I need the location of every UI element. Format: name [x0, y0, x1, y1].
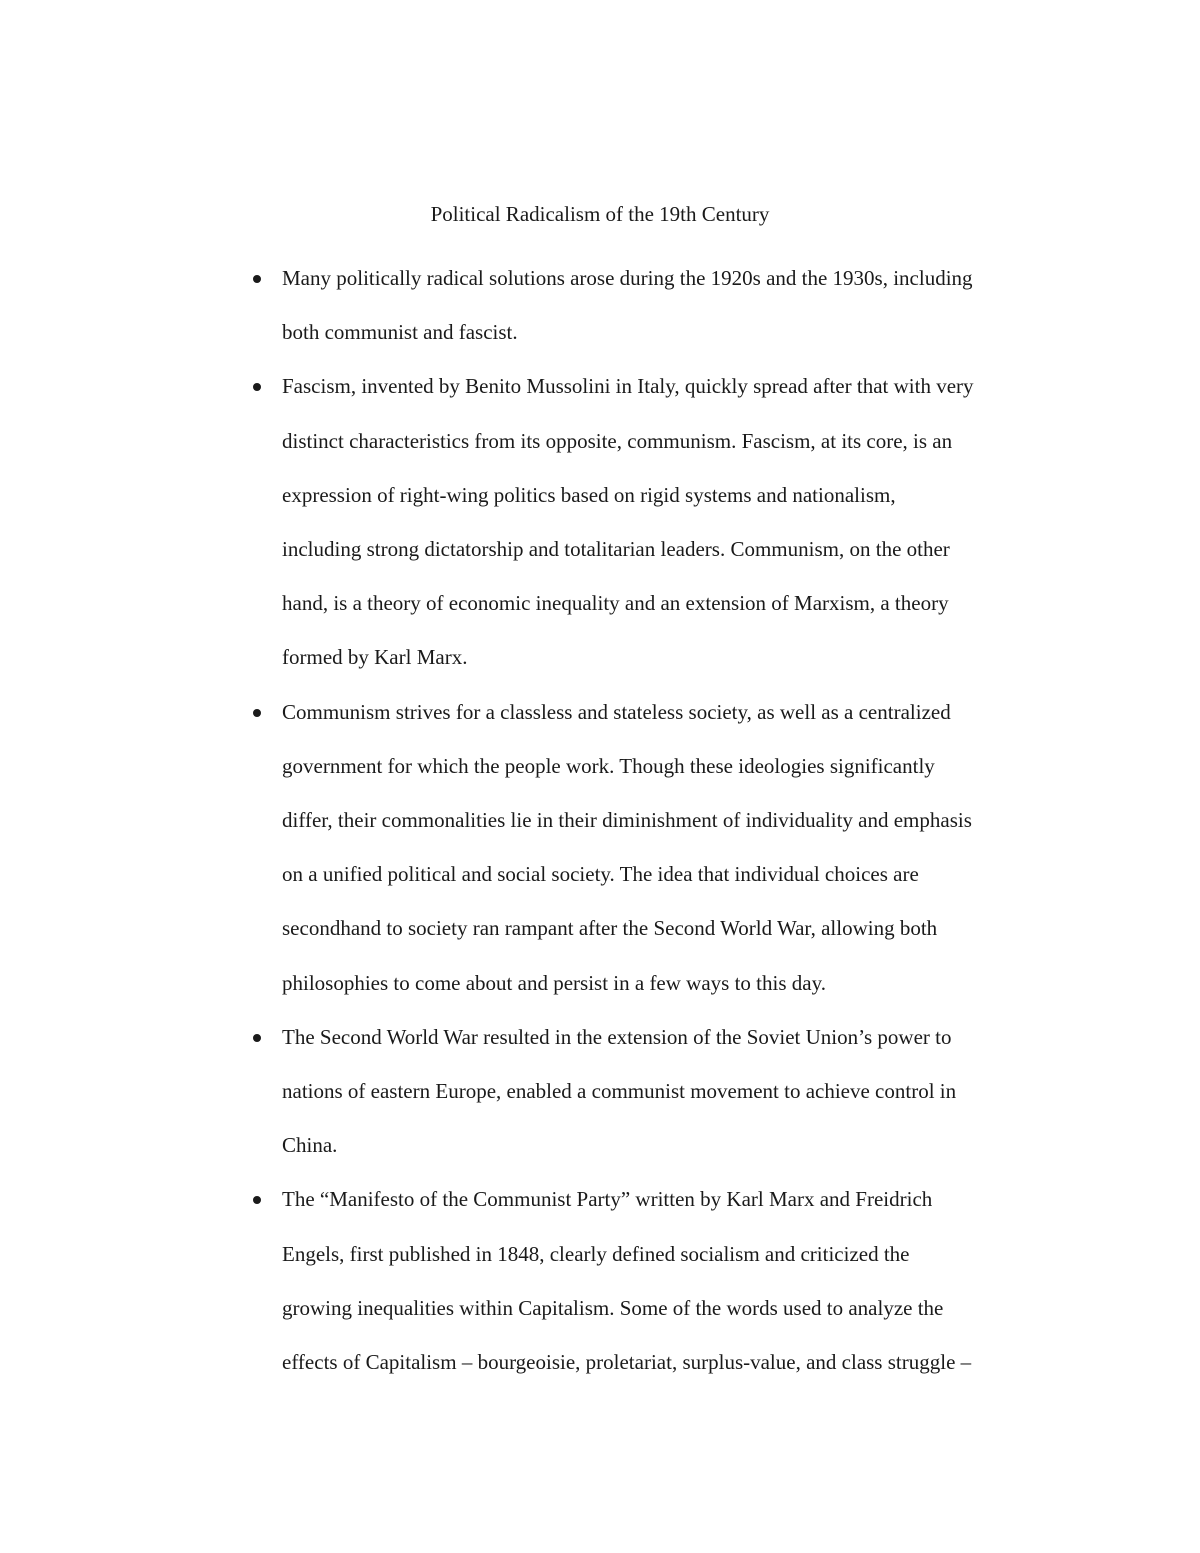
bullet-list: [282, 251, 1072, 1389]
bullet-item: [282, 359, 1072, 684]
text-line: distinct characteristics from its opposite, communism. Fascism, at its core, is an: [282, 428, 953, 453]
bullet-item: [282, 1172, 1072, 1389]
document-title: Political Radicalism of the 19th Century: [430, 202, 770, 226]
bullet-item: [282, 251, 1072, 359]
text-line: hand, is a theory of economic inequality and an extension of Marxism, a theory: [282, 591, 949, 616]
text-line: secondhand to society ran rampant after the Second World War, allowing both: [282, 916, 938, 941]
text-line: Engels, first published in 1848, clearly defined socialism and criticized the: [282, 1241, 910, 1266]
text-line: expression of right-wing politics based on rigid systems and nationalism,: [282, 482, 896, 507]
text-line: The Second World War resulted in the extension of the Soviet Union’s power to: [282, 1024, 952, 1049]
text-line: differ, their commonalities lie in their diminishment of individuality and emphasis: [282, 808, 972, 833]
text-line: effects of Capitalism – bourgeoisie, proletariat, surplus-value, and class struggle –: [282, 1350, 972, 1375]
text-line: philosophies to come about and persist in a few ways to this day.: [282, 970, 826, 995]
bullet-dot-icon: [253, 709, 261, 717]
bullet-dot-icon: [253, 383, 261, 391]
text-line: growing inequalities within Capitalism. Some of the words used to analyze the: [282, 1295, 944, 1320]
bullet-dot-icon: [253, 275, 261, 283]
text-line: nations of eastern Europe, enabled a communist movement to achieve control in: [282, 1079, 957, 1104]
text-line: Many politically radical solutions arose during the 1920s and the 1930s, including: [282, 266, 973, 290]
text-line: The “Manifesto of the Communist Party” written by Karl Marx and Freidrich: [282, 1187, 933, 1212]
text-line: Fascism, invented by Benito Mussolini in Italy, quickly spread after that with very: [282, 374, 974, 399]
text-line: government for which the people work. Though these ideologies significantly: [282, 753, 935, 778]
text-line: on a unified political and social society. The idea that individual choices are: [282, 862, 919, 887]
bullet-dot-icon: [253, 1196, 261, 1204]
text-line: Communism strives for a classless and stateless society, as well as a centralized: [282, 699, 951, 724]
text-line: formed by Karl Marx.: [282, 645, 468, 670]
bullet-item: [282, 685, 1072, 1010]
text-line: China.: [282, 1133, 338, 1158]
bullet-item: [282, 1010, 1072, 1173]
text-line: both communist and fascist.: [282, 320, 518, 345]
text-line: including strong dictatorship and totalitarian leaders. Communism, on the other: [282, 537, 950, 562]
bullet-dot-icon: [253, 1034, 261, 1042]
